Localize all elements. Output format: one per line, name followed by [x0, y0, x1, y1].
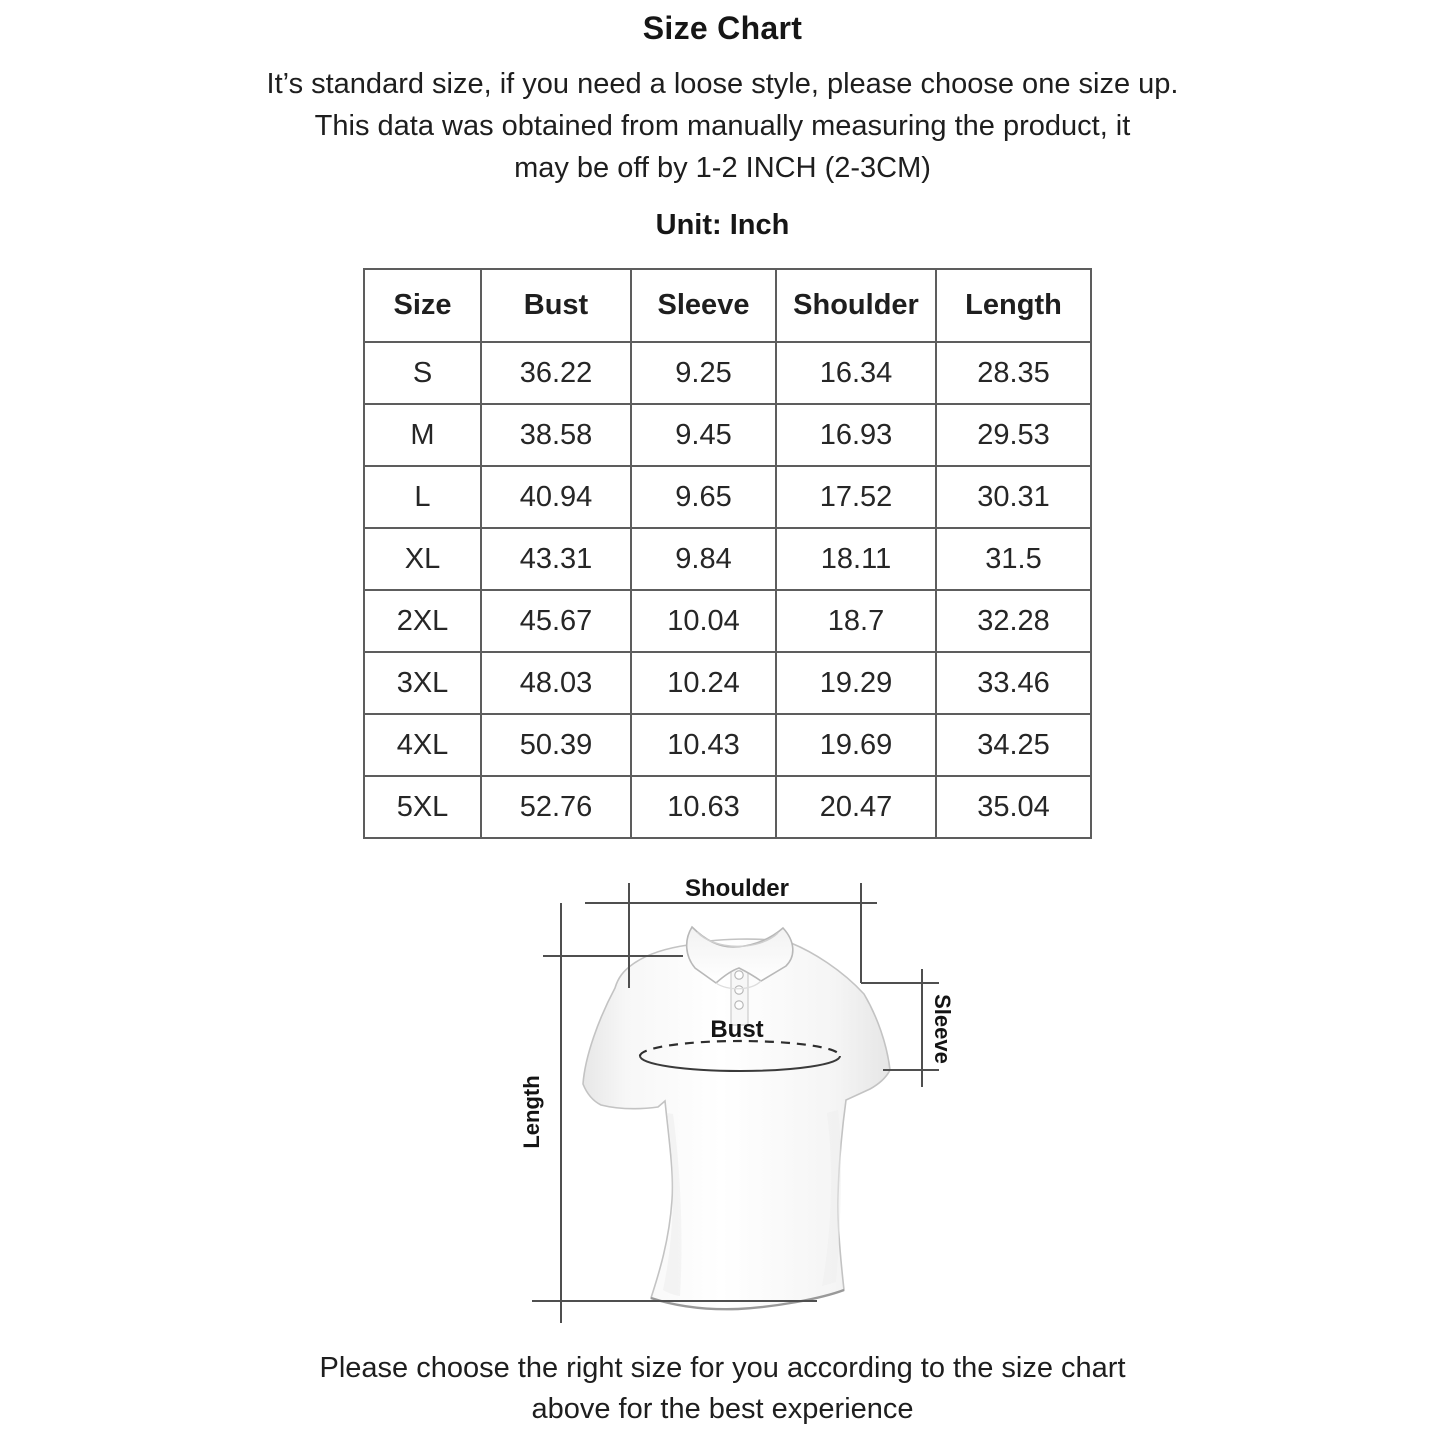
shoulder-cell: 19.29 [776, 652, 936, 714]
length-cell: 29.53 [936, 404, 1091, 466]
length-cell: 32.28 [936, 590, 1091, 652]
sleeve-cell: 10.63 [631, 776, 776, 838]
table-row [364, 466, 1091, 528]
bust-cell: 40.94 [481, 466, 631, 528]
sleeve-label: Sleeve [930, 994, 955, 1064]
length-cell: 33.46 [936, 652, 1091, 714]
bust-cell: 38.58 [481, 404, 631, 466]
bust-cell: 52.76 [481, 776, 631, 838]
table-row [364, 652, 1091, 714]
shoulder-cell: 17.52 [776, 466, 936, 528]
sleeve-cell: 9.84 [631, 528, 776, 590]
shirt-button [735, 1001, 743, 1009]
size-cell: L [364, 466, 481, 528]
size-cell: 2XL [364, 590, 481, 652]
bust-label: Bust [710, 1016, 764, 1043]
table-row [364, 714, 1091, 776]
table-header-row [364, 269, 1091, 342]
size-note [0, 63, 1445, 189]
table-row [364, 404, 1091, 466]
shoulder-cell: 18.11 [776, 528, 936, 590]
size-cell: XL [364, 528, 481, 590]
column-header-size: Size [364, 269, 481, 342]
column-header-bust: Bust [481, 269, 631, 342]
bust-cell: 45.67 [481, 590, 631, 652]
size-cell: 4XL [364, 714, 481, 776]
length-cell: 35.04 [936, 776, 1091, 838]
shoulder-cell: 19.69 [776, 714, 936, 776]
footer-line-1: Please choose the right size for you according to the size chart [319, 1352, 1126, 1384]
column-header-length: Length [936, 269, 1091, 342]
sleeve-cell: 9.45 [631, 404, 776, 466]
bust-cell: 36.22 [481, 342, 631, 404]
sleeve-cell: 10.43 [631, 714, 776, 776]
shoulder-cell: 16.93 [776, 404, 936, 466]
length-label: Length [519, 1075, 544, 1149]
shoulder-cell: 16.34 [776, 342, 936, 404]
sleeve-cell: 9.65 [631, 466, 776, 528]
size-cell: S [364, 342, 481, 404]
shirt-button [735, 986, 743, 994]
length-cell: 31.5 [936, 528, 1091, 590]
table-row [364, 776, 1091, 838]
shoulder-label: Shoulder [684, 875, 790, 902]
size-table [363, 268, 1092, 839]
sleeve-cell: 10.24 [631, 652, 776, 714]
column-header-sleeve: Sleeve [631, 269, 776, 342]
footer-line-2: above for the best experience [531, 1393, 914, 1425]
unit-label: Unit: Inch [655, 209, 790, 241]
length-cell: 28.35 [936, 342, 1091, 404]
table-row [364, 528, 1091, 590]
bust-cell: 43.31 [481, 528, 631, 590]
shoulder-cell: 18.7 [776, 590, 936, 652]
sleeve-cell: 10.04 [631, 590, 776, 652]
size-note-line-1: It’s standard size, if you need a loose style, please choose one size up. [266, 68, 1179, 100]
shirt-measurement-diagram [475, 858, 1010, 1332]
size-cell: M [364, 404, 481, 466]
page-title: Size Chart [642, 10, 803, 46]
shirt-button [735, 971, 743, 979]
bust-cell: 50.39 [481, 714, 631, 776]
sleeve-cell: 9.25 [631, 342, 776, 404]
length-cell: 34.25 [936, 714, 1091, 776]
length-cell: 30.31 [936, 466, 1091, 528]
size-cell: 5XL [364, 776, 481, 838]
shoulder-cell: 20.47 [776, 776, 936, 838]
bust-cell: 48.03 [481, 652, 631, 714]
size-note-line-2: This data was obtained from manually measuring the product, it [314, 110, 1131, 142]
size-cell: 3XL [364, 652, 481, 714]
table-row [364, 590, 1091, 652]
footer-note [0, 1348, 1445, 1430]
size-note-line-3: may be off by 1-2 INCH (2-3CM) [514, 152, 931, 184]
column-header-shoulder: Shoulder [776, 269, 936, 342]
table-row [364, 342, 1091, 404]
